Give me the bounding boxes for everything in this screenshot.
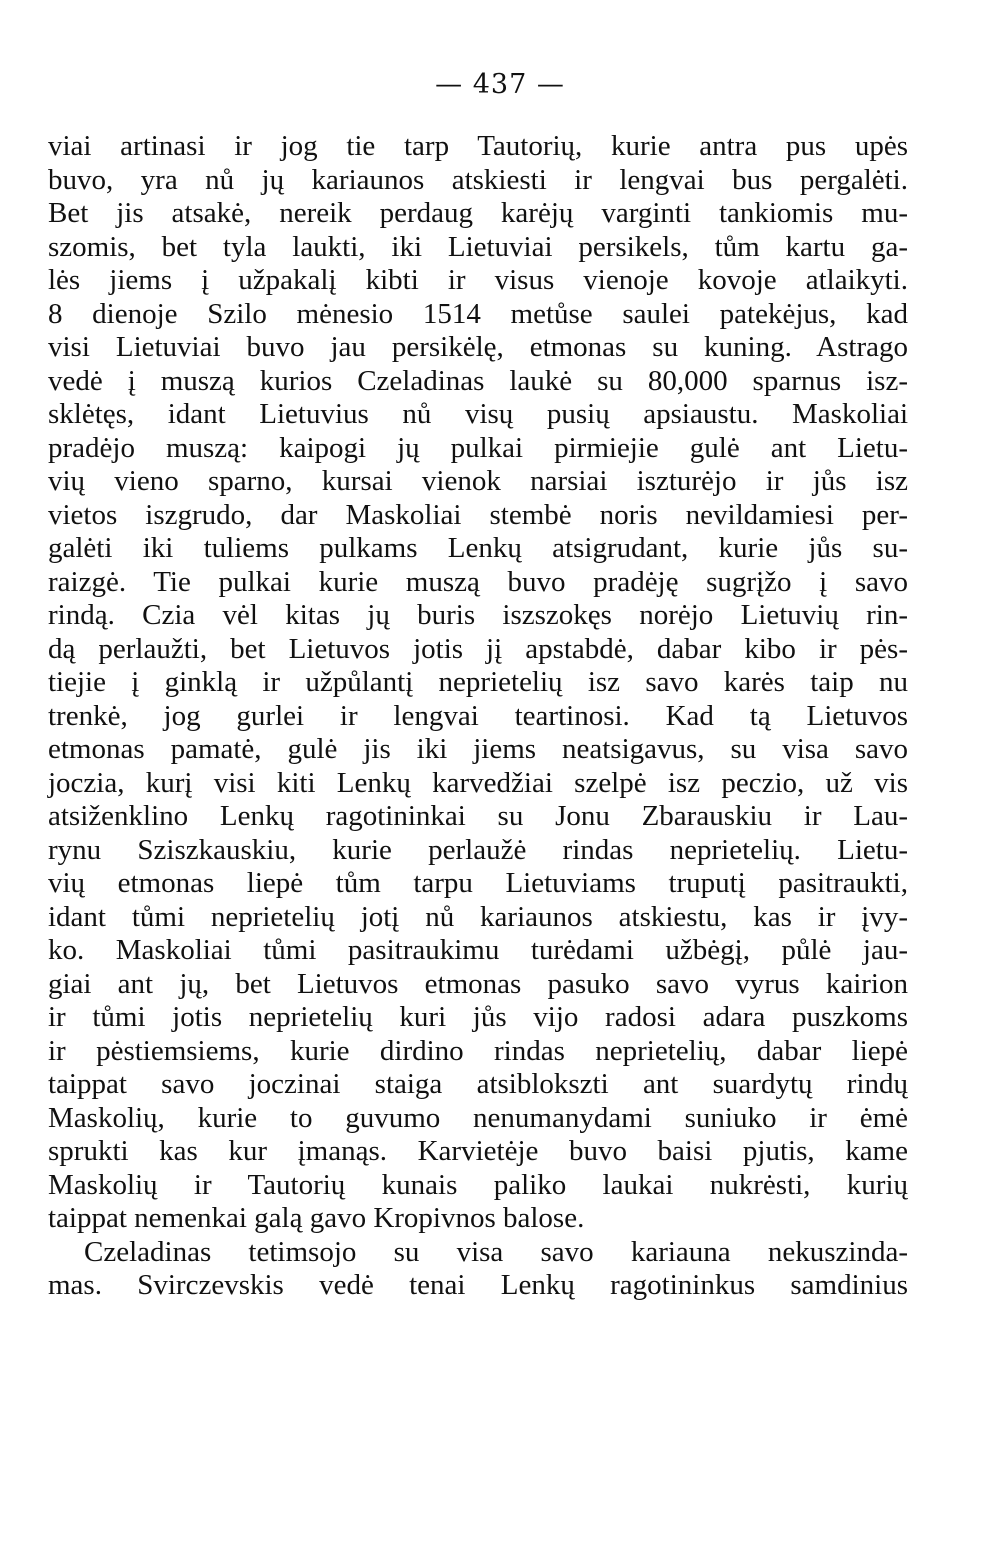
text-line: atsiženklino Lenkų ragotininkai su Jonu Zbarauskiu ir Lau- [48, 800, 908, 832]
text-line: tiejie į ginklą ir užpůlantį neprietelių isz savo karės taip nu [48, 666, 908, 698]
text-line: Maskolių, kurie to guvumo nenumanydami suniuko ir ėmė [48, 1101, 908, 1134]
text-line: mas. Svirczevskis vedė tenai Lenkų ragotininkus samdinius [48, 1269, 908, 1301]
text-line: ir tůmi jotis neprietelių kuri jůs vijo radosi adara puszkoms [48, 1001, 908, 1033]
text-line: 8 dienoje Szilo mėnesio 1514 metůse saulei patekėjus, kad [48, 297, 908, 330]
text-line: Maskolių ir Tautorių kunais paliko laukai nukrėsti, kurių [48, 1168, 908, 1201]
text-line: sprukti kas kur įmanąs. Karvietėje buvo baisi pjutis, kame [48, 1135, 908, 1167]
text-line: galėti iki tuliems pulkams Lenkų atsigrudant, kurie jůs su- [48, 532, 908, 564]
text-line: Bet jis atsakė, nereik perdaug karėjų varginti tankiomis mu- [48, 197, 908, 229]
text-line: etmonas pamatė, gulė jis iki jiems neatsigavus, su visa savo [48, 733, 908, 765]
text-line: vedė į muszą kurios Czeladinas laukė su 80,000 sparnus isz- [48, 364, 908, 397]
page-number: — 437 — [435, 69, 565, 100]
text-line: ko. Maskoliai tůmi pasitraukimu turėdami užbėgį, půlė jau- [48, 934, 908, 966]
text-line: visi Lietuviai buvo jau persikėlę, etmonas su kuning. Astrago [48, 331, 908, 363]
text-line: giai ant jų, bet Lietuvos etmonas pasuko savo vyrus kairion [48, 967, 908, 1000]
text-line: taippat savo joczinai staiga atsiblokszti ant suardytų rindų [48, 1068, 908, 1100]
text-line: pradėjo muszą: kaipogi jų pulkai pirmiejie gulė ant Lietu- [48, 431, 908, 464]
text-line: joczia, kurį visi kiti Lenkų karvedžiai szelpė isz peczio, už vis [48, 766, 908, 799]
text-line: idant tůmi neprietelių jotį nů kariaunos atskiestu, kas ir įvy- [48, 900, 908, 933]
text-line: vių vieno sparno, kursai vienok narsiai iszturėjo ir jůs isz [48, 465, 908, 497]
text-line: vių etmonas liepė tům tarpu Lietuviams truputį pasitraukti, [48, 867, 908, 899]
text-line: ir pėstiemsiems, kurie dirdino rindas neprietelių, dabar liepė [48, 1034, 908, 1067]
text-line: raizgė. Tie pulkai kurie muszą buvo pradėję sugrįžo į savo [48, 565, 908, 598]
text-line: szomis, bet tyla laukti, iki Lietuviai persikels, tům kartu ga- [48, 230, 908, 263]
text-line: lės jiems į užpakalį kibti ir visus vienoje kovoje atlaikyti. [48, 264, 908, 296]
text-line: buvo, yra nů jų kariaunos atskiesti ir lengvai bus pergalėti. [48, 163, 908, 196]
text-line: dą perlaužti, bet Lietuvos jotis jį apstabdė, dabar kibo ir pės- [48, 632, 908, 665]
text-line: vietos iszgrudo, dar Maskoliai stembė noris nevildamiesi per- [48, 498, 908, 531]
text-line: viai artinasi ir jog tie tarp Tautorių, kurie antra pus upės [48, 130, 908, 162]
text-line: trenkė, jog gurlei ir lengvai teartinosi. Kad tą Lietuvos [48, 699, 908, 732]
text-line: Czeladinas tetimsojo su visa savo kariauna nekuszinda- [84, 1235, 908, 1268]
text-line: sklėtęs, idant Lietuvius nů visų pusių apsiaustu. Maskoliai [48, 398, 908, 430]
text-line: rynu Sziszkauskiu, kurie perlaužė rindas neprietelių. Lietu- [48, 833, 908, 866]
body-text [48, 130, 908, 1303]
text-line: taippat nemenkai galą gavo Kropivnos balose. [48, 1202, 585, 1234]
text-line: rindą. Czia vėl kitas jų buris iszszokęs norėjo Lietuvių rin- [48, 599, 908, 631]
